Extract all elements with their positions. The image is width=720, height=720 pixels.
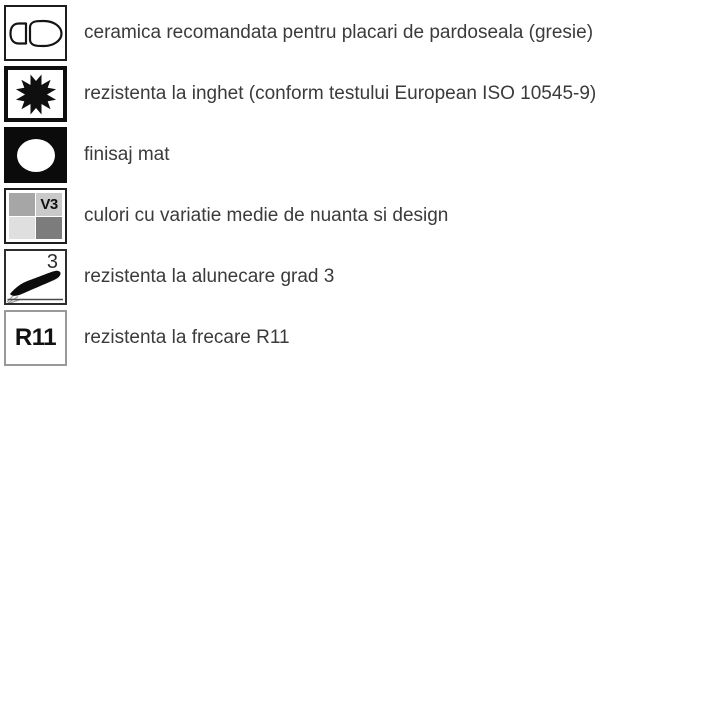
feature-row-slip-resistance (4, 249, 720, 305)
feature-row-floor-application (4, 5, 720, 61)
feature-label: rezistenta la alunecare grad 3 (84, 265, 335, 287)
shade-variation-icon (4, 188, 67, 244)
matte-dot-icon (4, 127, 67, 183)
feature-label: finisaj mat (84, 143, 170, 165)
slip-grade-badge: 3 (46, 251, 58, 273)
v3-quadrant-top-left (9, 193, 35, 216)
slipping-shoe-icon (4, 249, 67, 305)
shoe-sole-icon (4, 5, 67, 61)
snowflake-icon (4, 66, 67, 122)
feature-label: ceramica recomandata pentru placari de pardoseala (gresie) (84, 21, 594, 43)
feature-row-matte-finish (4, 127, 720, 183)
v3-quadrant-top-right (36, 193, 62, 216)
v3-badge: V3 (40, 195, 58, 213)
r11-badge: R11 (14, 324, 57, 351)
feature-label: rezistenta la inghet (conform testului European ISO 10545-9) (84, 82, 597, 104)
v3-quadrant-bottom-right (36, 217, 62, 240)
feature-label: culori cu variatie medie de nuanta si design (84, 204, 449, 226)
v3-quadrant-bottom-left (9, 217, 35, 240)
feature-label: rezistenta la frecare R11 (84, 326, 290, 348)
feature-row-friction-rating (4, 310, 720, 366)
feature-row-frost-resistance (4, 66, 720, 122)
feature-row-shade-variation (4, 188, 720, 244)
matte-dot-shape (17, 139, 55, 172)
r11-rating-icon (4, 310, 67, 366)
